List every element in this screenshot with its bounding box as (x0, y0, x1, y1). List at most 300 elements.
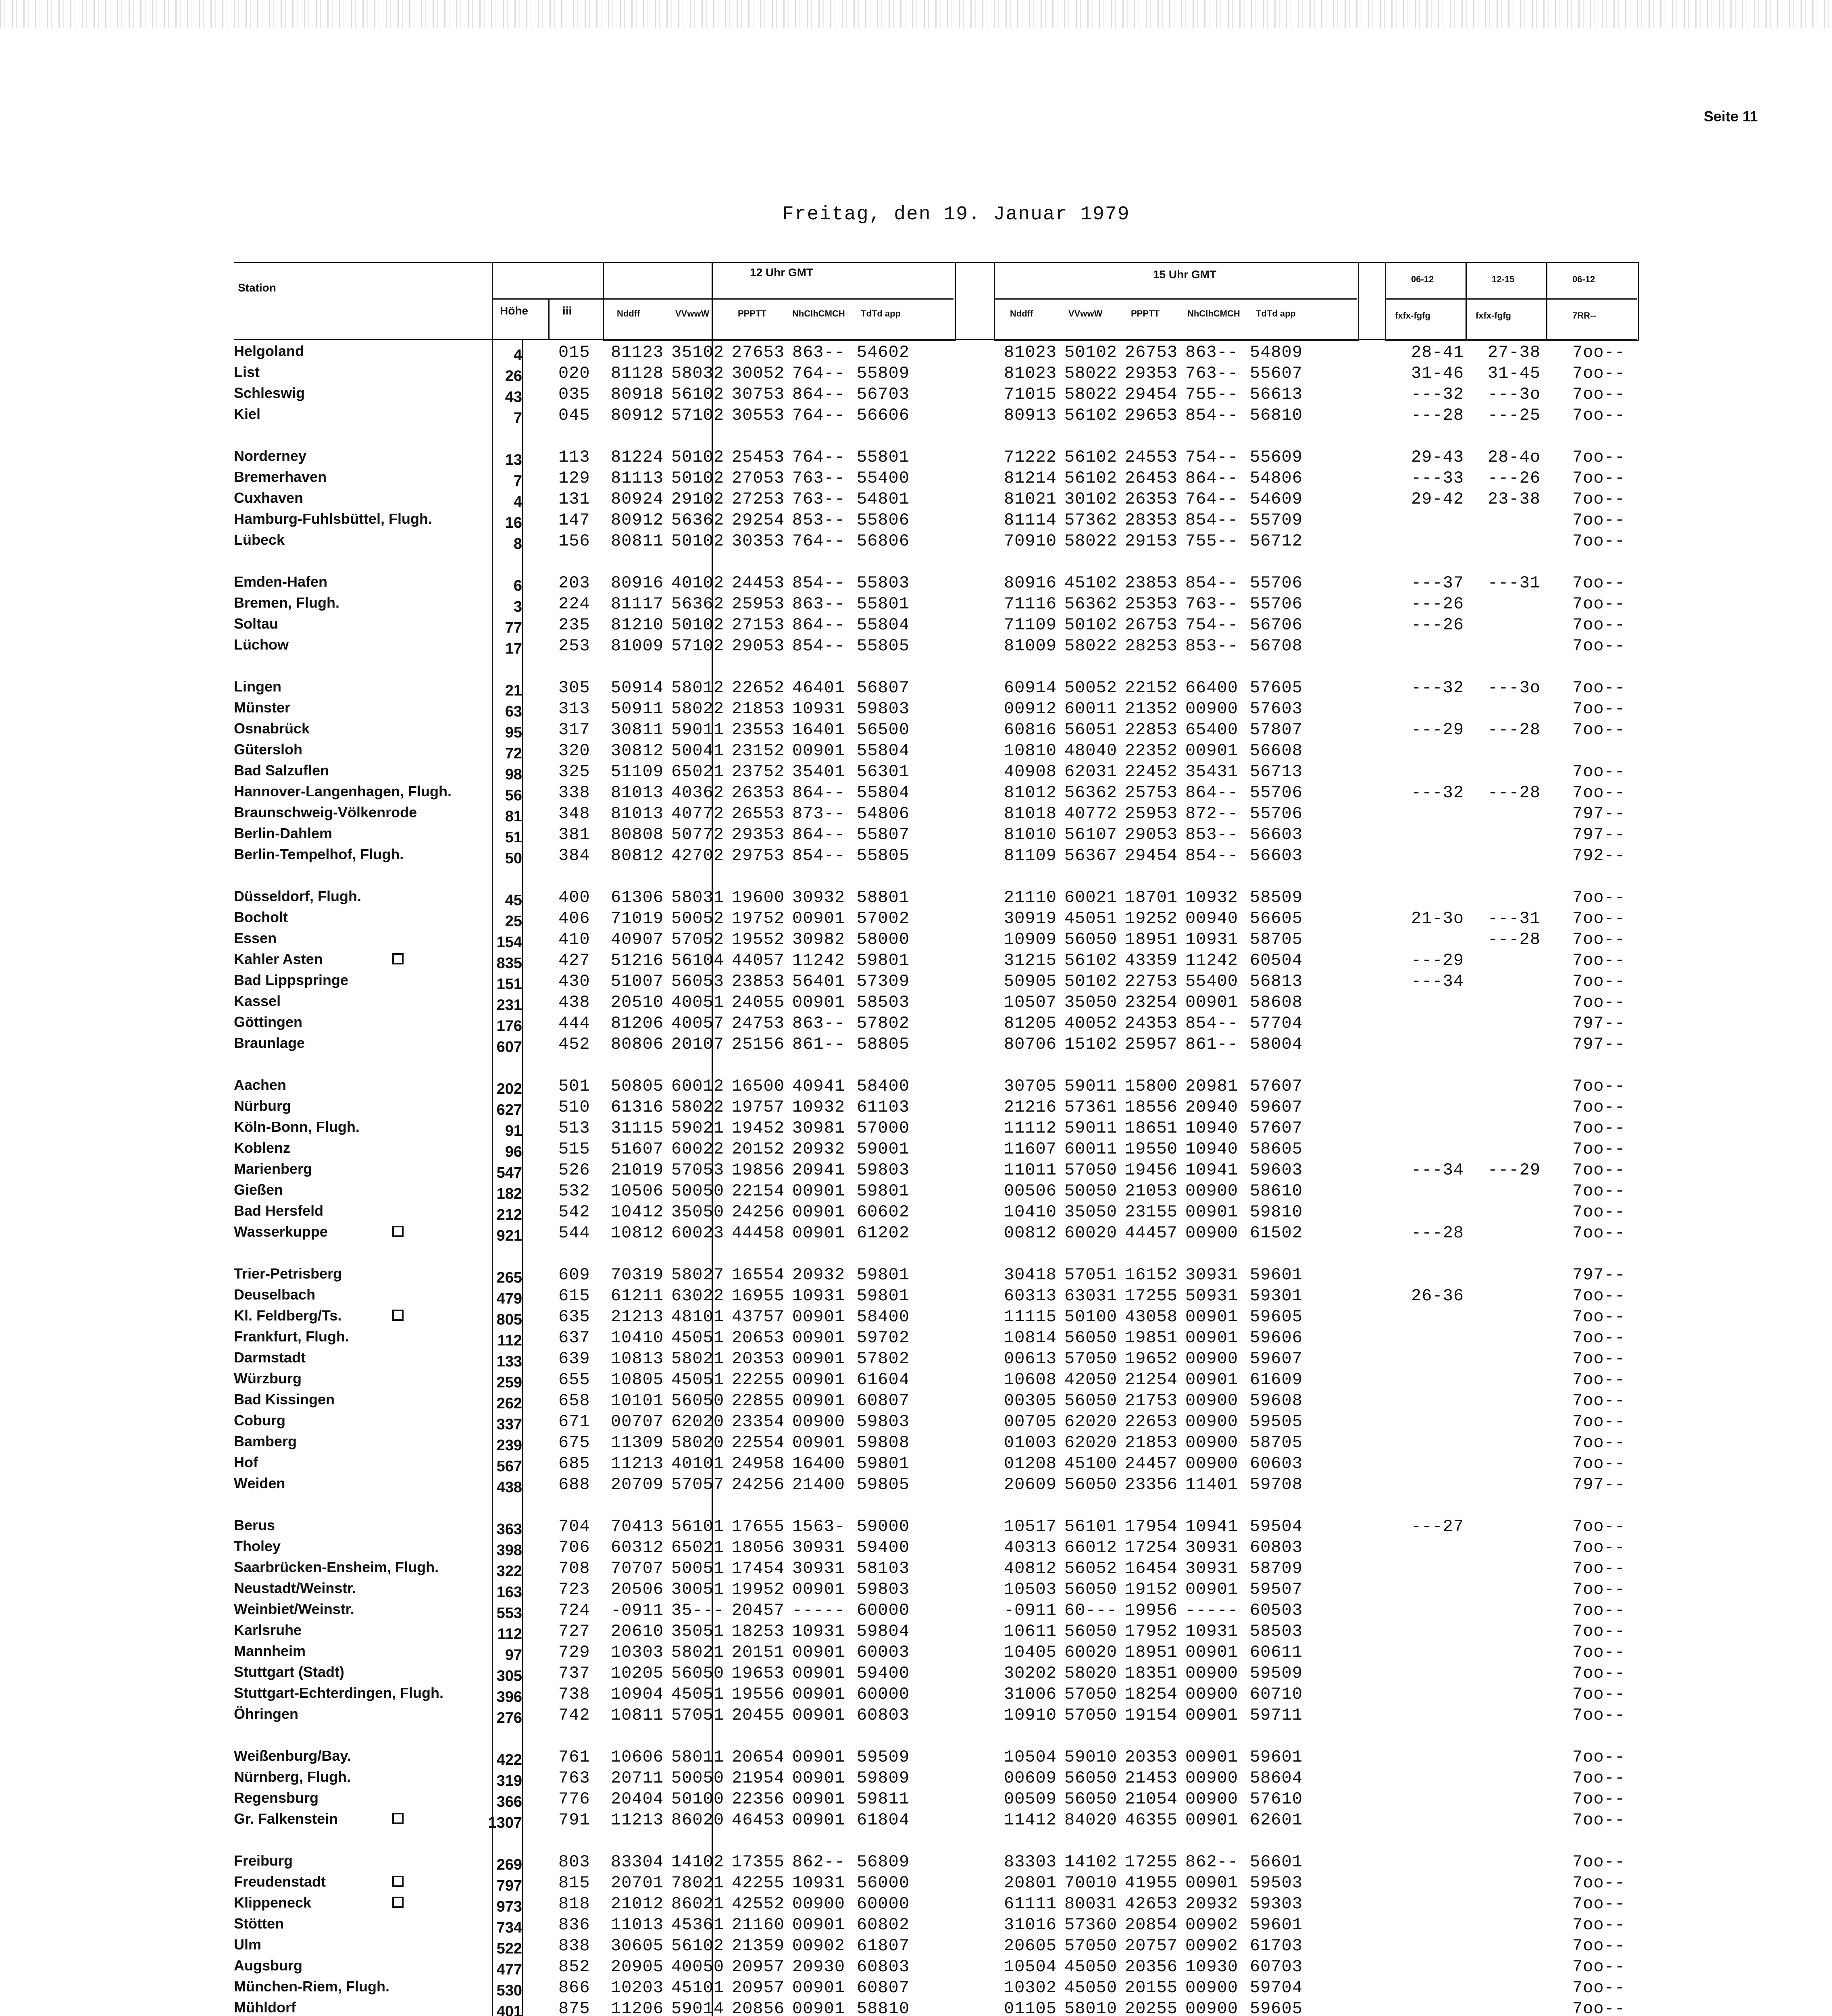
table-row (234, 993, 1637, 1014)
station-height: 17 (505, 640, 522, 657)
col-12-nddff: Nddff (617, 308, 640, 319)
obs-15-value: 56613 (1250, 385, 1303, 404)
obs-15-value: 41955 (1125, 1873, 1178, 1893)
station-iii: 737 (558, 1664, 590, 1683)
gust-06-12: ---29 (1411, 720, 1464, 739)
station-height: 973 (496, 1898, 522, 1915)
precip-06-12: 7oo-- (1572, 1622, 1626, 1641)
station-iii: 818 (558, 1894, 590, 1914)
station-iii: 045 (558, 406, 590, 425)
obs-12-value: 55805 (857, 846, 910, 865)
obs-15-value: 60504 (1250, 951, 1303, 970)
obs-12-value: 59001 (857, 1139, 910, 1159)
obs-15-value: 60011 (1064, 1139, 1118, 1159)
obs-12-value: 35051 (671, 1622, 724, 1641)
obs-15-value: 48040 (1064, 741, 1118, 760)
station-iii: 852 (558, 1957, 590, 1976)
obs-12-value: 65021 (671, 1538, 724, 1557)
gust-06-12: 29-43 (1411, 448, 1464, 467)
obs-15-value: 60816 (1004, 720, 1057, 739)
obs-15-value: 61111 (1004, 1894, 1057, 1914)
obs-15-value: 21053 (1125, 1181, 1178, 1201)
gust-06-12: ---32 (1411, 678, 1464, 698)
station-height: 305 (496, 1668, 522, 1685)
station-height: 337 (496, 1416, 522, 1433)
obs-12-value: 59014 (671, 1999, 724, 2016)
gust-12-15: 28-4o (1488, 448, 1541, 467)
obs-15-value: 60703 (1250, 1957, 1303, 1976)
obs-15-value: 764-- (1185, 489, 1239, 509)
station-iii: 609 (558, 1265, 590, 1285)
obs-15-value: 10517 (1004, 1517, 1057, 1536)
obs-15-value: 29153 (1125, 531, 1178, 551)
obs-15-value: 44457 (1125, 1223, 1178, 1243)
obs-15-value: 71015 (1004, 385, 1057, 404)
obs-15-value: 81009 (1004, 636, 1057, 656)
station-height: 163 (496, 1584, 522, 1601)
station-marker-icon (392, 1876, 404, 1887)
obs-12-value: 18056 (732, 1538, 785, 1557)
obs-12-value: 56301 (857, 762, 910, 781)
obs-12-value: 58021 (671, 1349, 724, 1368)
obs-12-value: 58400 (857, 1077, 910, 1096)
obs-12-value: 20610 (611, 1622, 664, 1641)
table-row (234, 1936, 1637, 1957)
obs-12-value: 56807 (857, 678, 910, 698)
table-row (234, 1349, 1637, 1370)
obs-15-value: 24457 (1125, 1454, 1178, 1473)
obs-12-value: 00901 (792, 1181, 845, 1201)
table-row (234, 448, 1637, 469)
obs-15-value: 56712 (1250, 531, 1303, 551)
precip-06-12: 7oo-- (1572, 1768, 1626, 1788)
obs-15-value: 00901 (1185, 1370, 1239, 1389)
obs-15-value: 00900 (1185, 1789, 1239, 1809)
obs-12-value: 50914 (611, 678, 664, 698)
station-iii: 675 (558, 1433, 590, 1452)
obs-12-value: 863-- (792, 343, 845, 362)
obs-15-value: 57610 (1250, 1789, 1303, 1809)
obs-15-value: 50905 (1004, 972, 1057, 991)
obs-15-value: 65400 (1185, 720, 1239, 739)
obs-12-value: 50041 (671, 741, 724, 760)
obs-15-value: 56102 (1064, 469, 1118, 488)
obs-12-value: 14102 (671, 1852, 724, 1872)
gust-12-15: ---31 (1488, 909, 1541, 928)
station-name: Norderney (234, 448, 307, 464)
obs-12-value: 55801 (857, 594, 910, 614)
obs-15-value: 863-- (1185, 343, 1239, 362)
station-name: Kiel (234, 406, 261, 422)
obs-12-value: 56362 (671, 594, 724, 614)
obs-12-value: 864-- (792, 615, 845, 635)
station-height: 607 (496, 1039, 522, 1056)
obs-15-value: 71109 (1004, 615, 1057, 635)
obs-12-value: 81013 (611, 783, 664, 802)
obs-15-value: 58022 (1064, 385, 1118, 404)
obs-12-value: 26353 (732, 783, 785, 802)
obs-12-value: 21954 (732, 1768, 785, 1788)
precip-06-12: 7oo-- (1572, 1223, 1626, 1243)
station-iii: 738 (558, 1685, 590, 1704)
obs-12-value: 56000 (857, 1873, 910, 1893)
station-name: Kassel (234, 993, 281, 1009)
obs-12-value: 19752 (732, 909, 785, 928)
station-iii: 724 (558, 1601, 590, 1620)
table-row (234, 741, 1637, 762)
station-height: 13 (505, 452, 522, 469)
obs-15-value: 50100 (1064, 1307, 1118, 1327)
obs-15-value: 20932 (1185, 1894, 1239, 1914)
gust-06-12: ---34 (1411, 1160, 1464, 1180)
obs-15-value: 58020 (1064, 1664, 1118, 1683)
obs-12-value: 00901 (792, 1999, 845, 2016)
obs-15-value: 00901 (1185, 741, 1239, 760)
obs-12-value: 854-- (792, 846, 845, 865)
obs-15-value: 00900 (1185, 1999, 1239, 2016)
obs-12-value: 81128 (611, 364, 664, 383)
obs-12-value: 21853 (732, 699, 785, 719)
obs-12-value: 27153 (732, 615, 785, 635)
precip-06-12: 7oo-- (1572, 762, 1626, 781)
obs-15-value: 10910 (1004, 1706, 1057, 1725)
obs-15-value: 00912 (1004, 699, 1057, 719)
obs-12-value: 51216 (611, 951, 664, 970)
obs-15-value: 00901 (1185, 1202, 1239, 1222)
obs-12-value: ----- (792, 1601, 845, 1620)
obs-12-value: 59021 (671, 1118, 724, 1138)
station-height: 133 (496, 1353, 522, 1370)
obs-15-value: 17952 (1125, 1622, 1178, 1641)
station-iii: 113 (558, 448, 590, 467)
obs-12-value: 20455 (732, 1706, 785, 1725)
col-12-clouds: NhClhCMCH (792, 308, 845, 319)
gust-12-15: ---31 (1488, 573, 1541, 593)
obs-15-value: 18351 (1125, 1664, 1178, 1683)
station-height: 276 (496, 1710, 522, 1727)
obs-15-value: 50050 (1064, 1181, 1118, 1201)
obs-15-value: 755-- (1185, 385, 1239, 404)
obs-15-value: 21753 (1125, 1391, 1178, 1410)
table-row (234, 972, 1637, 993)
obs-12-value: 10931 (792, 1286, 845, 1306)
obs-12-value: 40907 (611, 930, 664, 949)
obs-15-value: 56713 (1250, 762, 1303, 781)
obs-12-value: 50102 (671, 615, 724, 635)
obs-12-value: 86020 (671, 1810, 724, 1830)
obs-12-value: 864-- (792, 783, 845, 802)
obs-12-value: 00900 (792, 1894, 845, 1914)
obs-15-value: 57050 (1064, 1349, 1118, 1368)
table-row (234, 1139, 1637, 1160)
obs-12-value: 31115 (611, 1118, 664, 1138)
table-row (234, 1810, 1637, 1831)
obs-12-value: 10931 (792, 1622, 845, 1641)
obs-15-value: 31006 (1004, 1685, 1057, 1704)
obs-12-value: 59803 (857, 1160, 910, 1180)
precip-06-12: 7oo-- (1572, 1349, 1626, 1368)
station-iii: 671 (558, 1412, 590, 1431)
precip-06-12: 7oo-- (1572, 1789, 1626, 1809)
obs-12-value: 20932 (792, 1265, 845, 1285)
precip-06-12: 797-- (1572, 1475, 1626, 1494)
obs-12-value: 57000 (857, 1118, 910, 1138)
table-row (234, 699, 1637, 720)
obs-15-value: 62020 (1064, 1412, 1118, 1431)
obs-15-value: 70010 (1064, 1873, 1118, 1893)
obs-15-value: 00901 (1185, 1747, 1239, 1767)
station-iii: 338 (558, 783, 590, 802)
station-height: 112 (497, 1626, 522, 1643)
station-height: 259 (496, 1374, 522, 1391)
obs-15-value: 62601 (1250, 1810, 1303, 1830)
obs-15-value: 80913 (1004, 406, 1057, 425)
obs-15-value: 56601 (1250, 1852, 1303, 1872)
obs-12-value: 30353 (732, 531, 785, 551)
obs-12-value: 00902 (792, 1936, 845, 1956)
station-height: 56 (505, 787, 522, 804)
obs-15-value: 56107 (1064, 825, 1118, 844)
station-iii: 544 (558, 1223, 590, 1243)
obs-15-value: 10405 (1004, 1643, 1057, 1662)
obs-15-value: 22152 (1125, 678, 1178, 698)
table-row (234, 1685, 1637, 1706)
station-height: 477 (496, 1961, 522, 1978)
station-height: 269 (496, 1856, 522, 1873)
obs-12-value: 864-- (792, 825, 845, 844)
obs-12-value: 60000 (857, 1894, 910, 1914)
precip-06-12: 7oo-- (1572, 531, 1626, 551)
station-name: Bamberg (234, 1433, 297, 1450)
obs-15-value: 23853 (1125, 573, 1178, 593)
obs-12-value: 20404 (611, 1789, 664, 1809)
table-row (234, 1706, 1637, 1727)
obs-15-value: 853-- (1185, 825, 1239, 844)
obs-15-value: 20356 (1125, 1957, 1178, 1976)
station-name: Tholey (234, 1538, 281, 1554)
precip-06-12: 7oo-- (1572, 993, 1626, 1012)
precip-06-12: 7oo-- (1572, 1139, 1626, 1159)
obs-12-value: 56050 (671, 1391, 724, 1410)
precip-06-12: 7oo-- (1572, 1307, 1626, 1327)
obs-15-value: 50102 (1064, 343, 1118, 362)
obs-15-value: 10932 (1185, 888, 1239, 907)
station-iii: 320 (558, 741, 590, 760)
obs-15-value: 57050 (1064, 1160, 1118, 1180)
obs-12-value: 00901 (792, 909, 845, 928)
precip-06-12: 7oo-- (1572, 1810, 1626, 1830)
obs-15-value: 864-- (1185, 469, 1239, 488)
obs-12-value: 23752 (732, 762, 785, 781)
obs-12-value: 17355 (732, 1852, 785, 1872)
station-name: Bad Hersfeld (234, 1202, 324, 1219)
obs-12-value: 10931 (792, 699, 845, 719)
station-height: 51 (505, 829, 522, 846)
table-row (234, 678, 1637, 699)
station-name: Wasserkuppe (234, 1223, 328, 1240)
obs-15-value: 60603 (1250, 1454, 1303, 1473)
obs-12-value: -0911 (611, 1601, 664, 1620)
station-name: Deuselbach (234, 1286, 316, 1303)
table-row (234, 1223, 1637, 1244)
obs-15-value: 17255 (1125, 1286, 1178, 1306)
station-iii: 637 (558, 1328, 590, 1347)
obs-15-value: 25353 (1125, 594, 1178, 614)
page-number: Seite 11 (1703, 108, 1758, 125)
station-iii: 706 (558, 1538, 590, 1557)
table-row (234, 1160, 1637, 1181)
station-height: 81 (505, 808, 522, 825)
station-name: Frankfurt, Flugh. (234, 1328, 349, 1345)
gust-12-15: ---28 (1488, 720, 1541, 739)
obs-12-value: 16955 (732, 1286, 785, 1306)
col-15-dew: TdTd app (1256, 308, 1296, 319)
obs-12-value: 10412 (611, 1202, 664, 1222)
precip-06-12: 7oo-- (1572, 1328, 1626, 1347)
station-name: Aachen (234, 1077, 287, 1093)
station-height: 72 (505, 745, 522, 762)
table-row (234, 1286, 1637, 1307)
obs-15-value: 00900 (1185, 1685, 1239, 1704)
station-name: Lingen (234, 678, 281, 695)
obs-15-value: 58503 (1250, 1622, 1303, 1641)
table-row (234, 1580, 1637, 1601)
obs-12-value: 22255 (732, 1370, 785, 1389)
station-name: Braunlage (234, 1035, 305, 1051)
obs-12-value: 00901 (792, 1307, 845, 1327)
obs-12-value: 20932 (792, 1139, 845, 1159)
obs-15-value: 24553 (1125, 448, 1178, 467)
obs-12-value: 16500 (732, 1077, 785, 1096)
obs-12-value: 10811 (611, 1706, 664, 1725)
obs-15-value: 16152 (1125, 1265, 1178, 1285)
table-row (234, 1789, 1637, 1810)
table-row (234, 1538, 1637, 1559)
station-name: Freiburg (234, 1852, 293, 1869)
station-name: List (234, 364, 260, 380)
obs-15-value: 30931 (1185, 1559, 1239, 1578)
obs-12-value: 55805 (857, 636, 910, 656)
obs-15-value: 21110 (1004, 888, 1057, 907)
obs-15-value: 50102 (1064, 972, 1118, 991)
obs-15-value: 20801 (1004, 1873, 1057, 1893)
obs-15-value: 19550 (1125, 1139, 1178, 1159)
obs-12-value: 59808 (857, 1433, 910, 1452)
obs-12-value: 10606 (611, 1747, 664, 1767)
obs-12-value: 00901 (792, 1915, 845, 1935)
precip-06-12: 7oo-- (1572, 1747, 1626, 1767)
obs-15-value: 56050 (1064, 930, 1118, 949)
obs-15-value: 59607 (1250, 1349, 1303, 1368)
obs-12-value: 20151 (732, 1643, 785, 1662)
obs-15-value: 15800 (1125, 1077, 1178, 1096)
station-name: Soltau (234, 615, 279, 632)
obs-12-value: 43757 (732, 1307, 785, 1327)
obs-15-value: 30418 (1004, 1265, 1057, 1285)
obs-15-value: 854-- (1185, 1014, 1239, 1033)
obs-15-value: 59011 (1064, 1077, 1118, 1096)
obs-15-value: 17255 (1125, 1852, 1178, 1872)
obs-12-value: 40941 (792, 1077, 845, 1096)
obs-15-value: 854-- (1185, 846, 1239, 865)
obs-12-value: 61306 (611, 888, 664, 907)
obs-15-value: 81021 (1004, 489, 1057, 509)
obs-12-value: 00901 (792, 993, 845, 1012)
station-height: 21 (505, 682, 522, 699)
obs-12-value: 60602 (857, 1202, 910, 1222)
obs-12-value: 44458 (732, 1223, 785, 1243)
obs-12-value: 25156 (732, 1035, 785, 1054)
obs-15-value: 56050 (1064, 1328, 1118, 1347)
obs-12-value: 45051 (671, 1370, 724, 1389)
obs-12-value: 57002 (857, 909, 910, 928)
obs-15-value: 00901 (1185, 1810, 1239, 1830)
station-iii: 438 (558, 993, 590, 1012)
obs-15-value: 00900 (1185, 1391, 1239, 1410)
station-name: Freudenstadt (234, 1873, 326, 1890)
obs-12-value: 40057 (671, 1014, 724, 1033)
obs-15-value: 83303 (1004, 1852, 1057, 1872)
precip-06-12: 7oo-- (1572, 1999, 1626, 2016)
obs-12-value: 56102 (671, 385, 724, 404)
obs-12-value: 764-- (792, 448, 845, 467)
station-height: 396 (496, 1689, 522, 1706)
station-height: 438 (496, 1479, 522, 1496)
station-height: 43 (505, 389, 522, 406)
obs-15-value: 62031 (1064, 762, 1118, 781)
station-iii: 203 (558, 573, 590, 593)
iii-divider (548, 298, 550, 339)
obs-12-value: 854-- (792, 573, 845, 593)
obs-15-value: 59601 (1250, 1265, 1303, 1285)
obs-15-value: 66400 (1185, 678, 1239, 698)
obs-15-value: 59504 (1250, 1517, 1303, 1536)
station-height: 363 (496, 1521, 522, 1538)
station-height: 212 (496, 1206, 522, 1223)
station-height: 835 (496, 955, 522, 972)
obs-12-value: 20654 (732, 1747, 785, 1767)
obs-12-value: 20711 (611, 1768, 664, 1788)
obs-12-value: 59801 (857, 1265, 910, 1285)
obs-15-value: 18951 (1125, 1643, 1178, 1662)
obs-12-value: 20457 (732, 1601, 785, 1620)
obs-15-value: 00901 (1185, 1873, 1239, 1893)
col-iii: iii (562, 304, 572, 317)
obs-12-value: 61316 (611, 1098, 664, 1117)
obs-12-value: 55801 (857, 448, 910, 467)
obs-12-value: 00901 (792, 1768, 845, 1788)
obs-12-value: 60807 (857, 1391, 910, 1410)
obs-15-value: 59607 (1250, 1098, 1303, 1117)
obs-15-value: 56706 (1250, 615, 1303, 635)
precip-06-12: 7oo-- (1572, 1412, 1626, 1431)
obs-15-value: 11115 (1004, 1307, 1057, 1327)
station-name: Schleswig (234, 385, 305, 401)
obs-15-value: 55706 (1250, 573, 1303, 593)
obs-15-value: 60--- (1064, 1601, 1118, 1620)
obs-15-value: 00900 (1185, 1223, 1239, 1243)
obs-15-value: 19956 (1125, 1601, 1178, 1620)
obs-12-value: 56050 (671, 1664, 724, 1683)
obs-12-value: 10904 (611, 1685, 664, 1704)
obs-12-value: 59000 (857, 1517, 910, 1536)
station-height: 4 (513, 347, 522, 364)
obs-15-value: 58709 (1250, 1559, 1303, 1578)
obs-12-value: 24256 (732, 1475, 785, 1494)
obs-12-value: 00901 (792, 1664, 845, 1683)
obs-15-value: 56708 (1250, 636, 1303, 656)
obs-12-value: 60022 (671, 1139, 724, 1159)
